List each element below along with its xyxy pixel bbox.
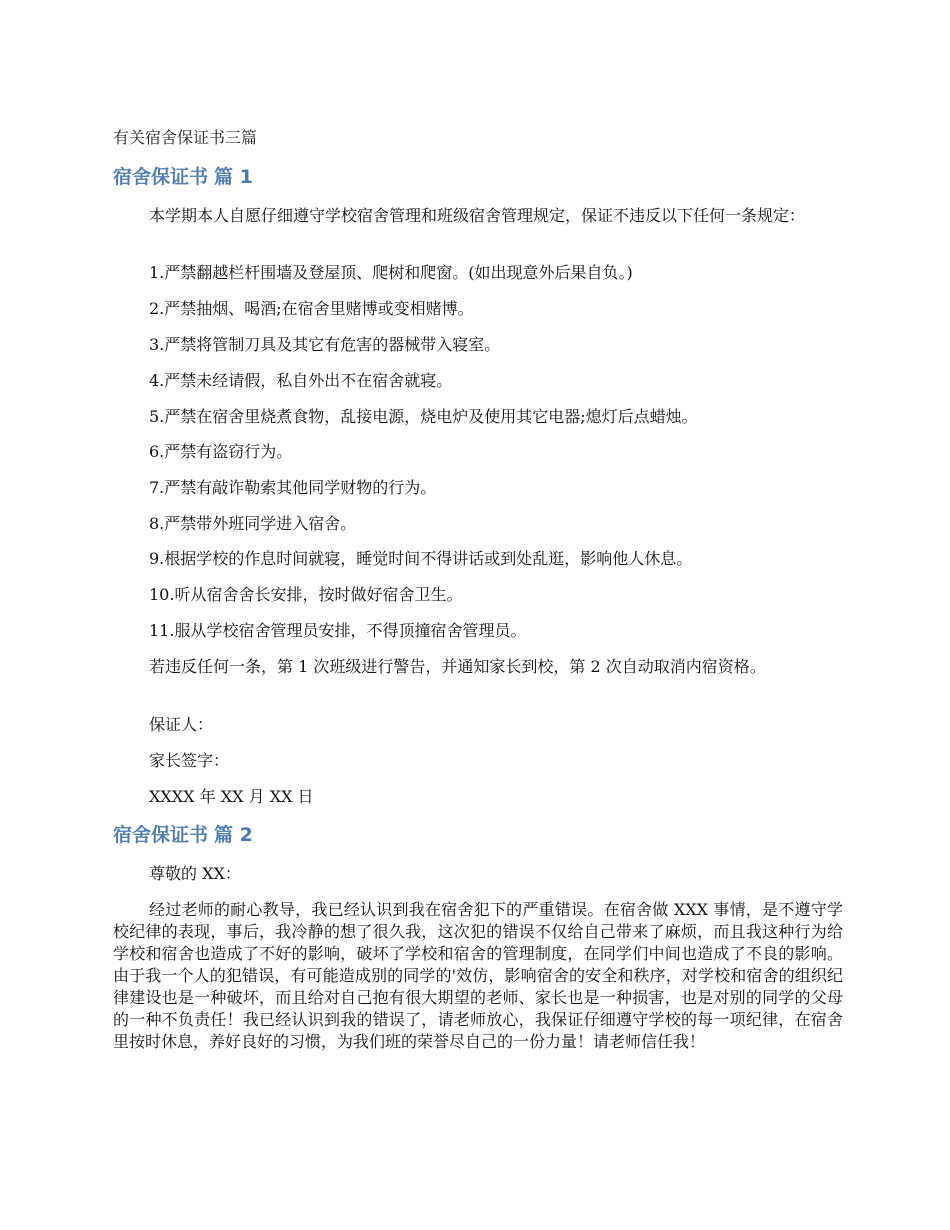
date-line: XXXX 年 XX 月 XX 日 (149, 787, 314, 806)
rule-item: 3.严禁将管制刀具及其它有危害的器械带入寝室。 (149, 335, 501, 354)
rule-item: 10.听从宿舍舍长安排，按时做好宿舍卫生。 (149, 585, 463, 604)
rule-item: 6.严禁有盗窃行为。 (149, 442, 293, 461)
parent-signature-label: 家长签字： (149, 751, 230, 770)
rule-item: 8.严禁带外班同学进入宿舍。 (149, 514, 357, 533)
rule-item: 1.严禁翻越栏杆围墙及登屋顶、爬树和爬窗。(如出现意外后果自负。) (149, 263, 633, 282)
section-2-body: 经过老师的耐心教导，我已经认识到我在宿舍犯下的严重错误。在宿舍做 XXX 事情，是不遵守学校纪律的表现，事后，我冷静的想了很久我，这次犯的错误不仅给自己带来了麻烦，而且我这种行为给学校和宿舍也造成了不好的影响，破坏了学校和宿舍的管理制度，在同学们中间也造成了不良的影响。由于我一个人的犯错误，有可能造成别的同学的'效仿，影响宿舍的安全和秩序，对学校和宿舍的组织纪律建设也是一种破坏，而且给对自己抱有很大期望的老师、家长也是一种损害，也是对别的同学的父母的一种不负责任！我已经认识到我的错误了，请老师放心，我保证仔细遵守学校的每一项纪律，在宿舍里按时休息，养好良好的习惯，为我们班的荣誉尽自己的一份力量！请老师信任我！ (113, 900, 843, 1051)
section-2-heading (113, 822, 253, 848)
rule-item: 2.严禁抽烟、喝酒;在宿舍里赌博或变相赌博。 (149, 299, 474, 318)
document-title: 有关宿舍保证书三篇 (113, 128, 258, 147)
rule-item: 5.严禁在宿舍里烧煮食物，乱接电源，烧电炉及使用其它电器;熄灯后点蜡烛。 (149, 407, 698, 426)
salutation: 尊敬的 XX： (149, 864, 241, 883)
section-2-heading-number: 篇 2 (214, 824, 253, 846)
guarantor-label: 保证人： (149, 715, 214, 734)
rule-item: 9.根据学校的作息时间就寝，睡觉时间不得讲话或到处乱逛，影响他人休息。 (149, 549, 693, 568)
rule-item: 11.服从学校宿舍管理员安排，不得顶撞宿舍管理员。 (149, 621, 527, 640)
section-1-penalty: 若违反任何一条，第 1 次班级进行警告，并通知家长到校，第 2 次自动取消内宿资格。 (149, 657, 766, 676)
section-1-heading-text: 宿舍保证书 (113, 166, 209, 188)
section-2-heading-text: 宿舍保证书 (113, 824, 209, 846)
rule-item: 4.严禁未经请假，私自外出不在宿舍就寝。 (149, 371, 453, 390)
section-1-intro: 本学期本人自愿仔细遵守学校宿舍管理和班级宿舍管理规定，保证不违反以下任何一条规定： (149, 206, 806, 225)
section-1-heading-number: 篇 1 (214, 166, 253, 188)
section-1-heading (113, 164, 253, 190)
rule-item: 7.严禁有敲诈勒索其他同学财物的行为。 (149, 478, 437, 497)
